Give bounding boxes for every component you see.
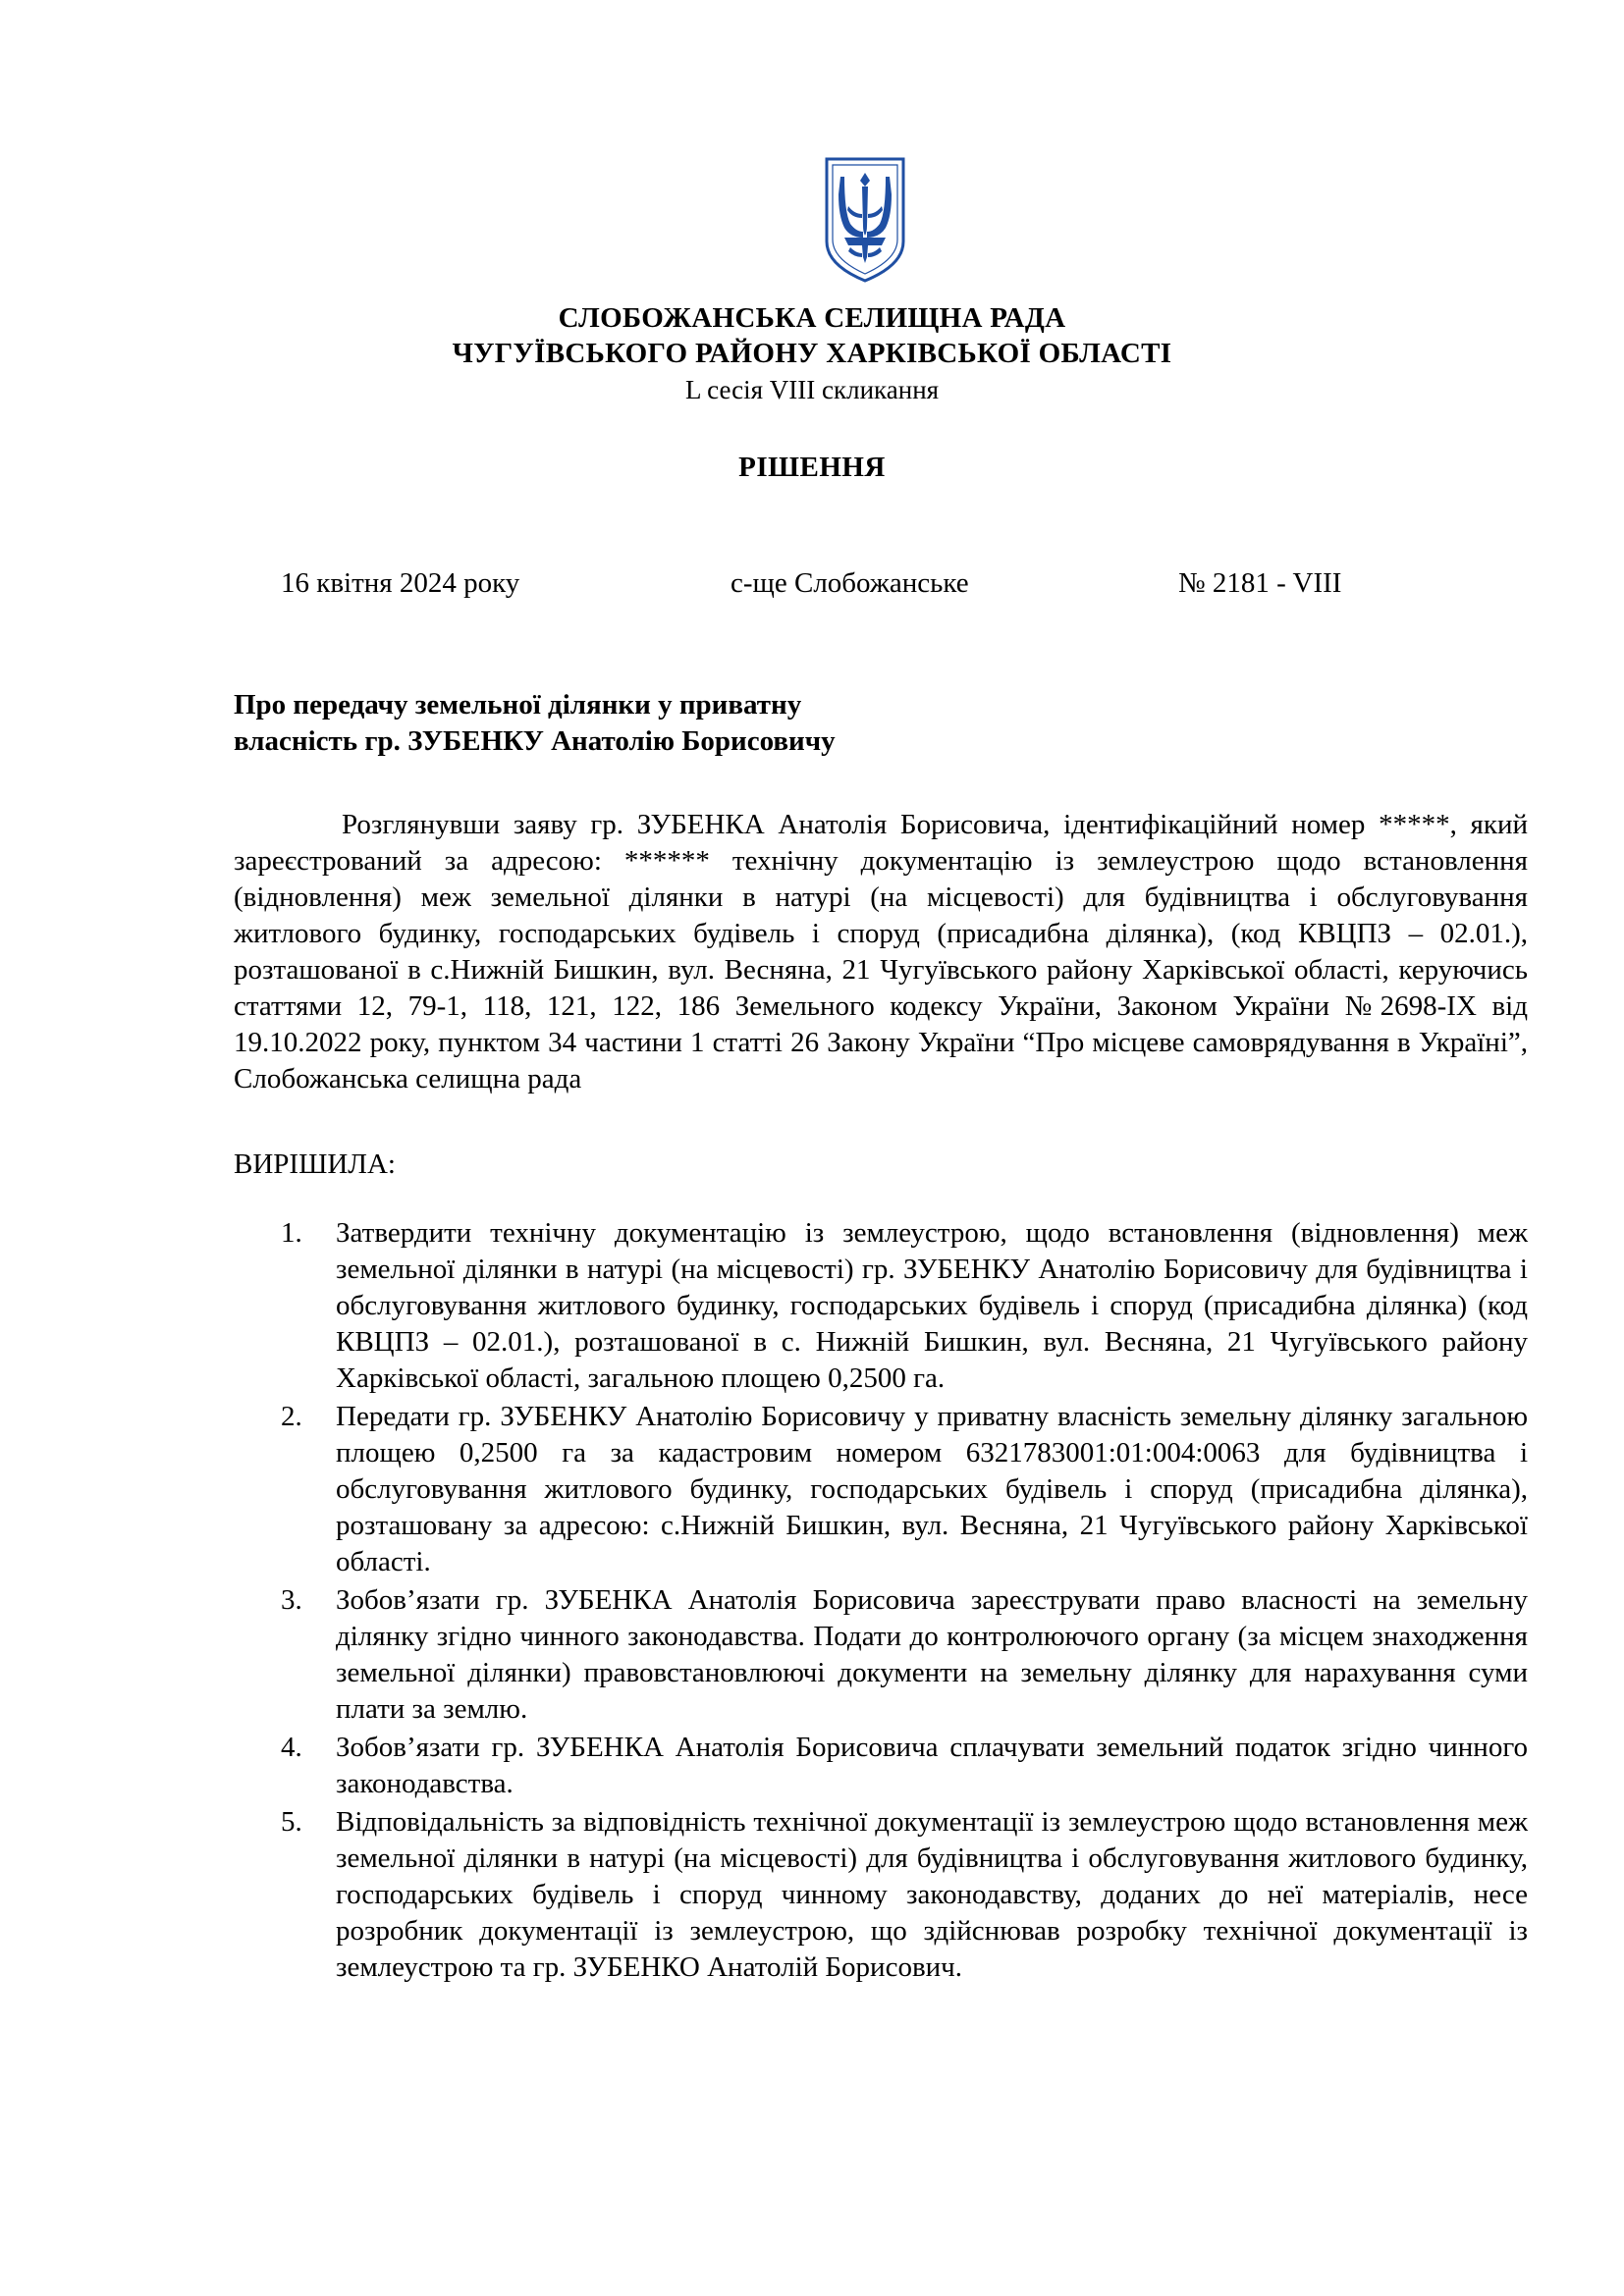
decision-item [234,1804,1528,1986]
item-text: Передати гр. ЗУБЕНКУ Анатолію Борисовичу у приватну власність земельну ділянку загальною площею 0,2500 га за кадастровим номером 6321783001:01:004:0063 для будівництва і обслуговування житлового будинку, господарських будівель і споруд (присадибна ділянка), розташовану за адресою: с.Нижній Бишкин, вул. Весняна, 21 Чугуївського району Харківської області. [336,1401,1528,1577]
resolved-label: ВИРІШИЛА: [234,1148,396,1180]
decision-item [234,1399,1528,1580]
document-type-title: РІШЕННЯ [738,452,886,483]
item-text: Затвердити технічну документацію із землеустрою, щодо встановлення (відновлення) меж земельної ділянки в натурі (на місцевості) гр. ЗУБЕНКУ Анатолію Борисовичу для будівництва і обслуговування житлового будинку, господарських будівель і споруд (присадибна ділянка) (код КВЦПЗ – 02.01.), розташованої в с. Нижній Бишкин, вул. Весняна, 21 Чугуївського району Харківської області, загальною площею 0,2500 га. [336,1217,1528,1394]
council-name [0,300,1624,371]
decision-number: № 2181 - VIII [1178,567,1342,599]
council-name-line1: СЛОБОЖАНСЬКА СЕЛИЩНА РАДА [558,302,1066,334]
item-text: Відповідальність за відповідність технічної документації із землеустрою щодо встановлення меж земельної ділянки в натурі (на місцевості) для будівництва і обслуговування житлового будинку, господарських будівель і споруд чинному законодавству, доданих до неї матеріалів, несе розробник документації із землеустрою, що здійснював розробку технічної документації із землеустрою та гр. ЗУБЕНКО Анатолій Борисович. [336,1806,1528,1983]
item-number: 1. [281,1217,302,1249]
decision-item [234,1215,1528,1397]
council-name-line2: ЧУГУЇВСЬКОГО РАЙОНУ ХАРКІВСЬКОЇ ОБЛАСТІ [452,338,1172,369]
decision-item [234,1730,1528,1802]
item-number: 2. [281,1401,302,1432]
decision-place: с-ще Слобожанське [731,567,969,599]
item-text: Зобов’язати гр. ЗУБЕНКА Анатолія Борисовича зареєструвати право власності на земельну ділянку згідно чинного законодавства. Подати до контролюючого органу (за місцем знаходження земельної ділянки) правовстановлюючі документи на земельну ділянку для нарахування суми плати за землю. [336,1584,1528,1725]
decision-subject [234,687,836,760]
session-line: L сесія VIII скликання [684,375,940,404]
decision-item [234,1582,1528,1728]
item-number: 4. [281,1732,302,1763]
trident-coat-of-arms-icon [821,155,909,285]
subject-line2: власність гр. ЗУБЕНКУ Анатолію Борисовичу [234,725,836,757]
decision-date: 16 квітня 2024 року [281,567,520,599]
item-text: Зобов’язати гр. ЗУБЕНКА Анатолія Борисовича сплачувати земельний податок згідно чинного законодавства. [336,1732,1528,1799]
decision-items-list [234,1215,1528,1988]
item-number: 3. [281,1584,302,1616]
subject-line1: Про передачу земельної ділянки у приватну [234,689,802,721]
item-number: 5. [281,1806,302,1838]
preamble-paragraph: Розглянувши заяву гр. ЗУБЕНКА Анатолія Борисовича, ідентифікаційний номер *****, який зареєстрований за адресою: ****** технічну документацію із землеустрою щодо встановлення (відновлення) меж земельної ділянки в натурі (на місцевості) для будівництва і обслуговування житлового будинку, господарських будівель і споруд (присадибна ділянка), (код КВЦПЗ – 02.01.), розташованої в с.Нижній Бишкин, вул. Весняна, 21 Чугуївського району Харківської області, керуючись статтями 12, 79-1, 118, 121, 122, 186 Земельного кодексу України, Законом України №2698-ІХ від 19.10.2022 року, пунктом 34 частини 1 статті 26 Закону України “Про місцеве самоврядування в Україні”, Слобожанська селищна рада [234,809,1528,1095]
